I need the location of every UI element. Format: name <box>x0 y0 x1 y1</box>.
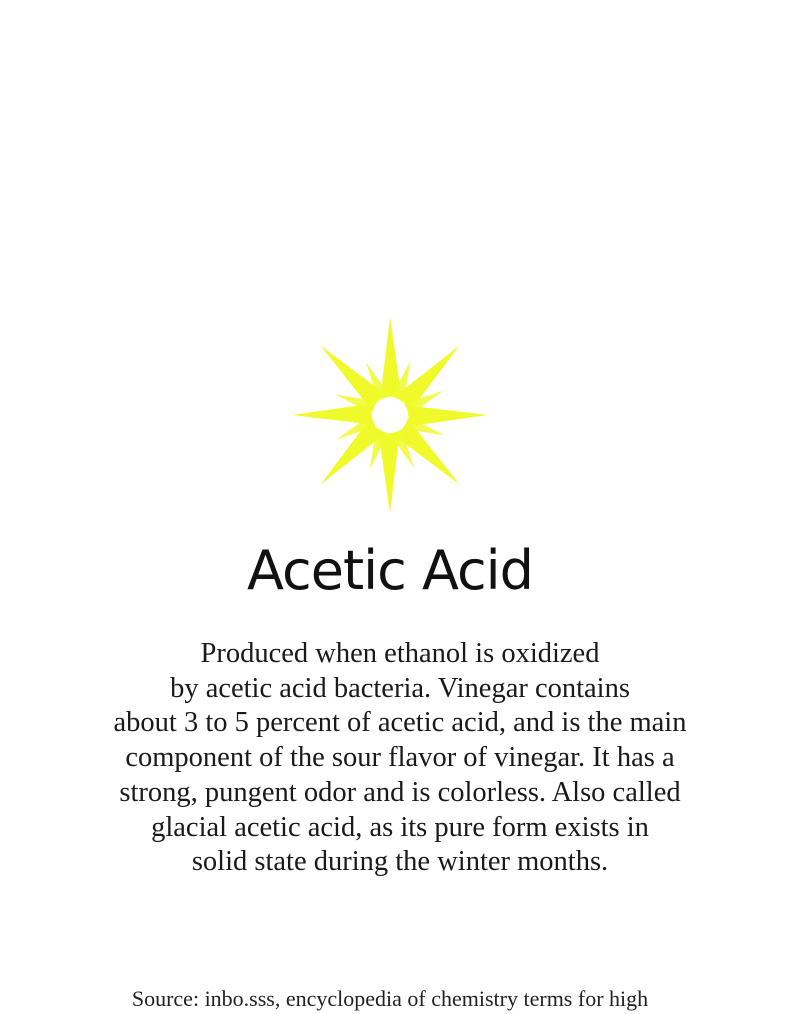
description-line: about 3 to 5 percent of acetic acid, and is the main <box>113 707 687 739</box>
page-title: Acetic Acid <box>247 539 533 602</box>
description-line: by acetic acid bacteria. Vinegar contains <box>170 672 630 704</box>
description <box>40 637 760 880</box>
description-line: Produced when ethanol is oxidized <box>200 638 600 669</box>
sunburst-star-icon <box>290 315 490 515</box>
description-line: glacial acetic acid, as its pure form exists in <box>151 811 649 843</box>
description-line: solid state during the winter months. <box>191 846 609 878</box>
description-line: component of the sour flavor of vinegar. It has a <box>125 742 675 774</box>
source-note: Source: inbo.sss, encyclopedia of chemistry terms for high <box>131 986 649 1011</box>
description-line: strong, pungent odor and is colorless. Also called <box>119 776 681 808</box>
emblem-center <box>372 397 408 433</box>
